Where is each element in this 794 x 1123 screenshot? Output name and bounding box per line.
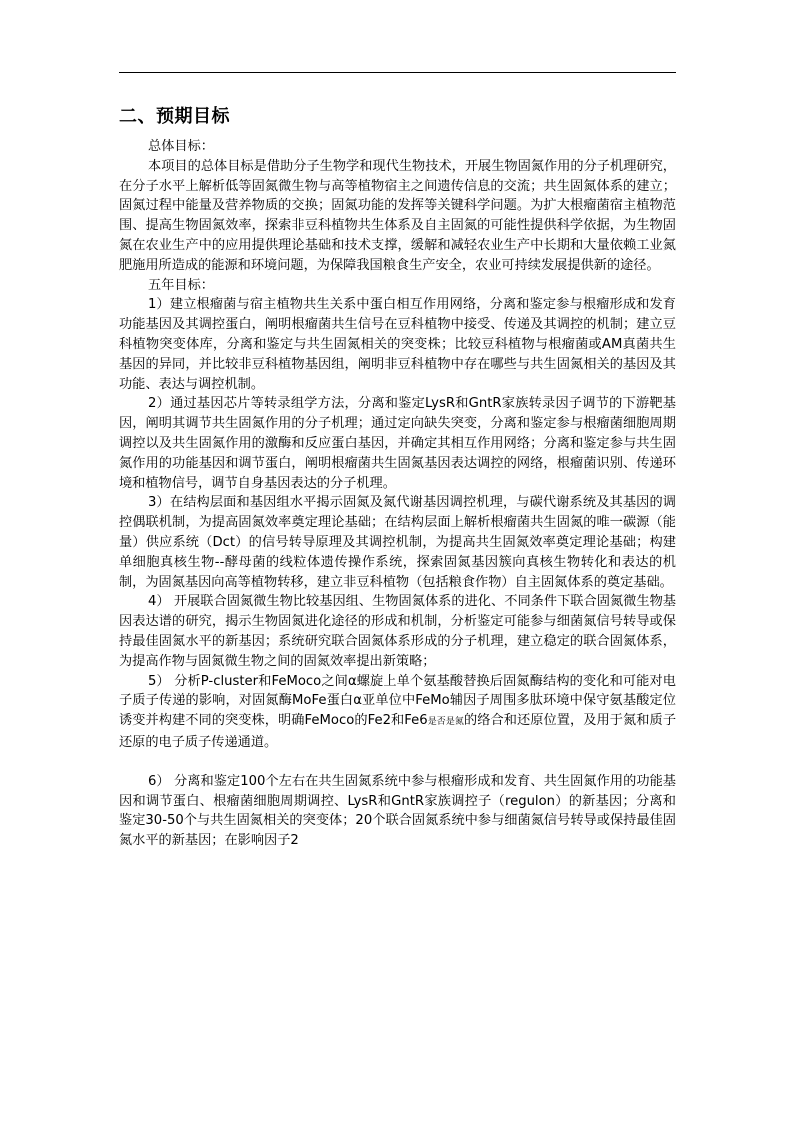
paragraph-goal-5 <box>119 672 676 753</box>
goal-5-text-a: 5） 分析P-cluster和FeMoco之间α螺旋上单个氨基酸替换后固氮酶结构的变化和可能对电子质子传递的影响，对固氮酶MoFe蛋白α亚单位中FeMo辅因子周围多肽环境中保守氨基酸定位诱变并构建不同的突变株，明确FeMoco的Fe2和Fe6 <box>119 673 676 729</box>
paragraph-five-year-label: 五年目标： <box>148 277 214 293</box>
section-heading: 二、预期目标 <box>119 106 230 127</box>
paragraph-overall-goal-label: 总体目标： <box>148 139 214 154</box>
paragraph-goal-3: 3）在结构层面和基因组水平揭示固氮及氮代谢基因调控机理，与碳代谢系统及其基因的调控偶联机制，为提高固氮效率奠定理论基础；在结构层面上解析根瘤菌共生固氮的唯一碳源（能量）供应系统（Dct）的信号转导原理及其调控机制，为提高共生固氮效率奠定理论基础；构建单细胞真核生物--酵母菌的线粒体遗传操作系统，探索固氮基因簇向真核生物转化和表达的机制，为固氮基因向高等植物转移，建立非豆科植物（包括粮食作物）自主固氮体系的奠定基础。 <box>119 495 676 590</box>
header-rule <box>119 72 676 73</box>
document-body <box>119 104 676 851</box>
paragraph-goal-2: 2）通过基因芯片等转录组学方法，分离和鉴定LysR和GntR家族转录因子调节的下游靶基因，阐明其调节共生固氮作用的分子机理；通过定向缺失突变，分离和鉴定参与根瘤菌细胞周期调控以及共生固氮作用的激酶和反应蛋白基因，并确定其相互作用网络；分离和鉴定参与共生固氮作用的功能基因和调节蛋白，阐明根瘤菌共生固氮基因表达调控的网络，根瘤菌识别、传递环境和植物信号，调节自身基因表达的分子机理。 <box>119 396 676 491</box>
paragraph-goal-1: 1）建立根瘤菌与宿主植物共生关系中蛋白相互作用网络，分离和鉴定参与根瘤形成和发育功能基因及其调控蛋白，阐明根瘤菌共生信号在豆科植物中接受、传递及其调控的机制；建立豆科植物突变体库，分离和鉴定与共生固氮相关的突变株；比较豆科植物与根瘤菌或AM真菌共生基因的异同，并比较非豆科植物基因组，阐明非豆科植物中存在哪些与共生固氮相关的基因及其功能、表达与调控机制。 <box>119 297 676 392</box>
paragraph-goal-4: 4） 开展联合固氮微生物比较基因组、生物固氮体系的进化、不同条件下联合固氮微生物基因表达谱的研究，揭示生物固氮进化途径的形成和机制，分析鉴定可能参与细菌氮信号转导或保持最佳固氮水平的新基因；系统研究联合固氮体系形成的分子机理，建立稳定的联合固氮体系，为提高作物与固氮微生物之间的固氮效率提出新策略； <box>119 594 676 669</box>
goal-5-small-text: 是否是氮 <box>427 717 465 728</box>
paragraph-overall-goal: 本项目的总体目标是借助分子生物学和现代生物技术，开展生物固氮作用的分子机理研究，在分子水平上解析低等固氮微生物与高等植物宿主之间遗传信息的交流；共生固氮体系的建立；固氮过程中能量及营养物质的交换；固氮功能的发挥等关键科学问题。为扩大根瘤菌宿主植物范围、提高生物固氮效率，探索非豆科植物共生体系及自主固氮的可能性提供科学依据，为生物固氮在农业生产中的应用提供理论基础和技术支撑，缓解和减轻农业生产中长期和大量依赖工业氮肥施用所造成的能源和环境问题，为保障我国粮食生产安全，农业可持续发展提供新的途径。 <box>119 158 676 273</box>
paragraph-goal-6: 6） 分离和鉴定100个左右在共生固氮系统中参与根瘤形成和发育、共生固氮作用的功能基因和调节蛋白、根瘤菌细胞周期调控、LysR和GntR家族调控子（regulon）的新基因；分离和鉴定30-50个与共生固氮相关的突变体；20个联合固氮系统中参与细菌氮信号转导或保持最佳固氮水平的新基因；在影响因子2 <box>119 773 676 849</box>
goal-5-text-c: 的络合和还原位置，及用于氮和质子还原的电子质子传递通道。 <box>119 713 677 750</box>
